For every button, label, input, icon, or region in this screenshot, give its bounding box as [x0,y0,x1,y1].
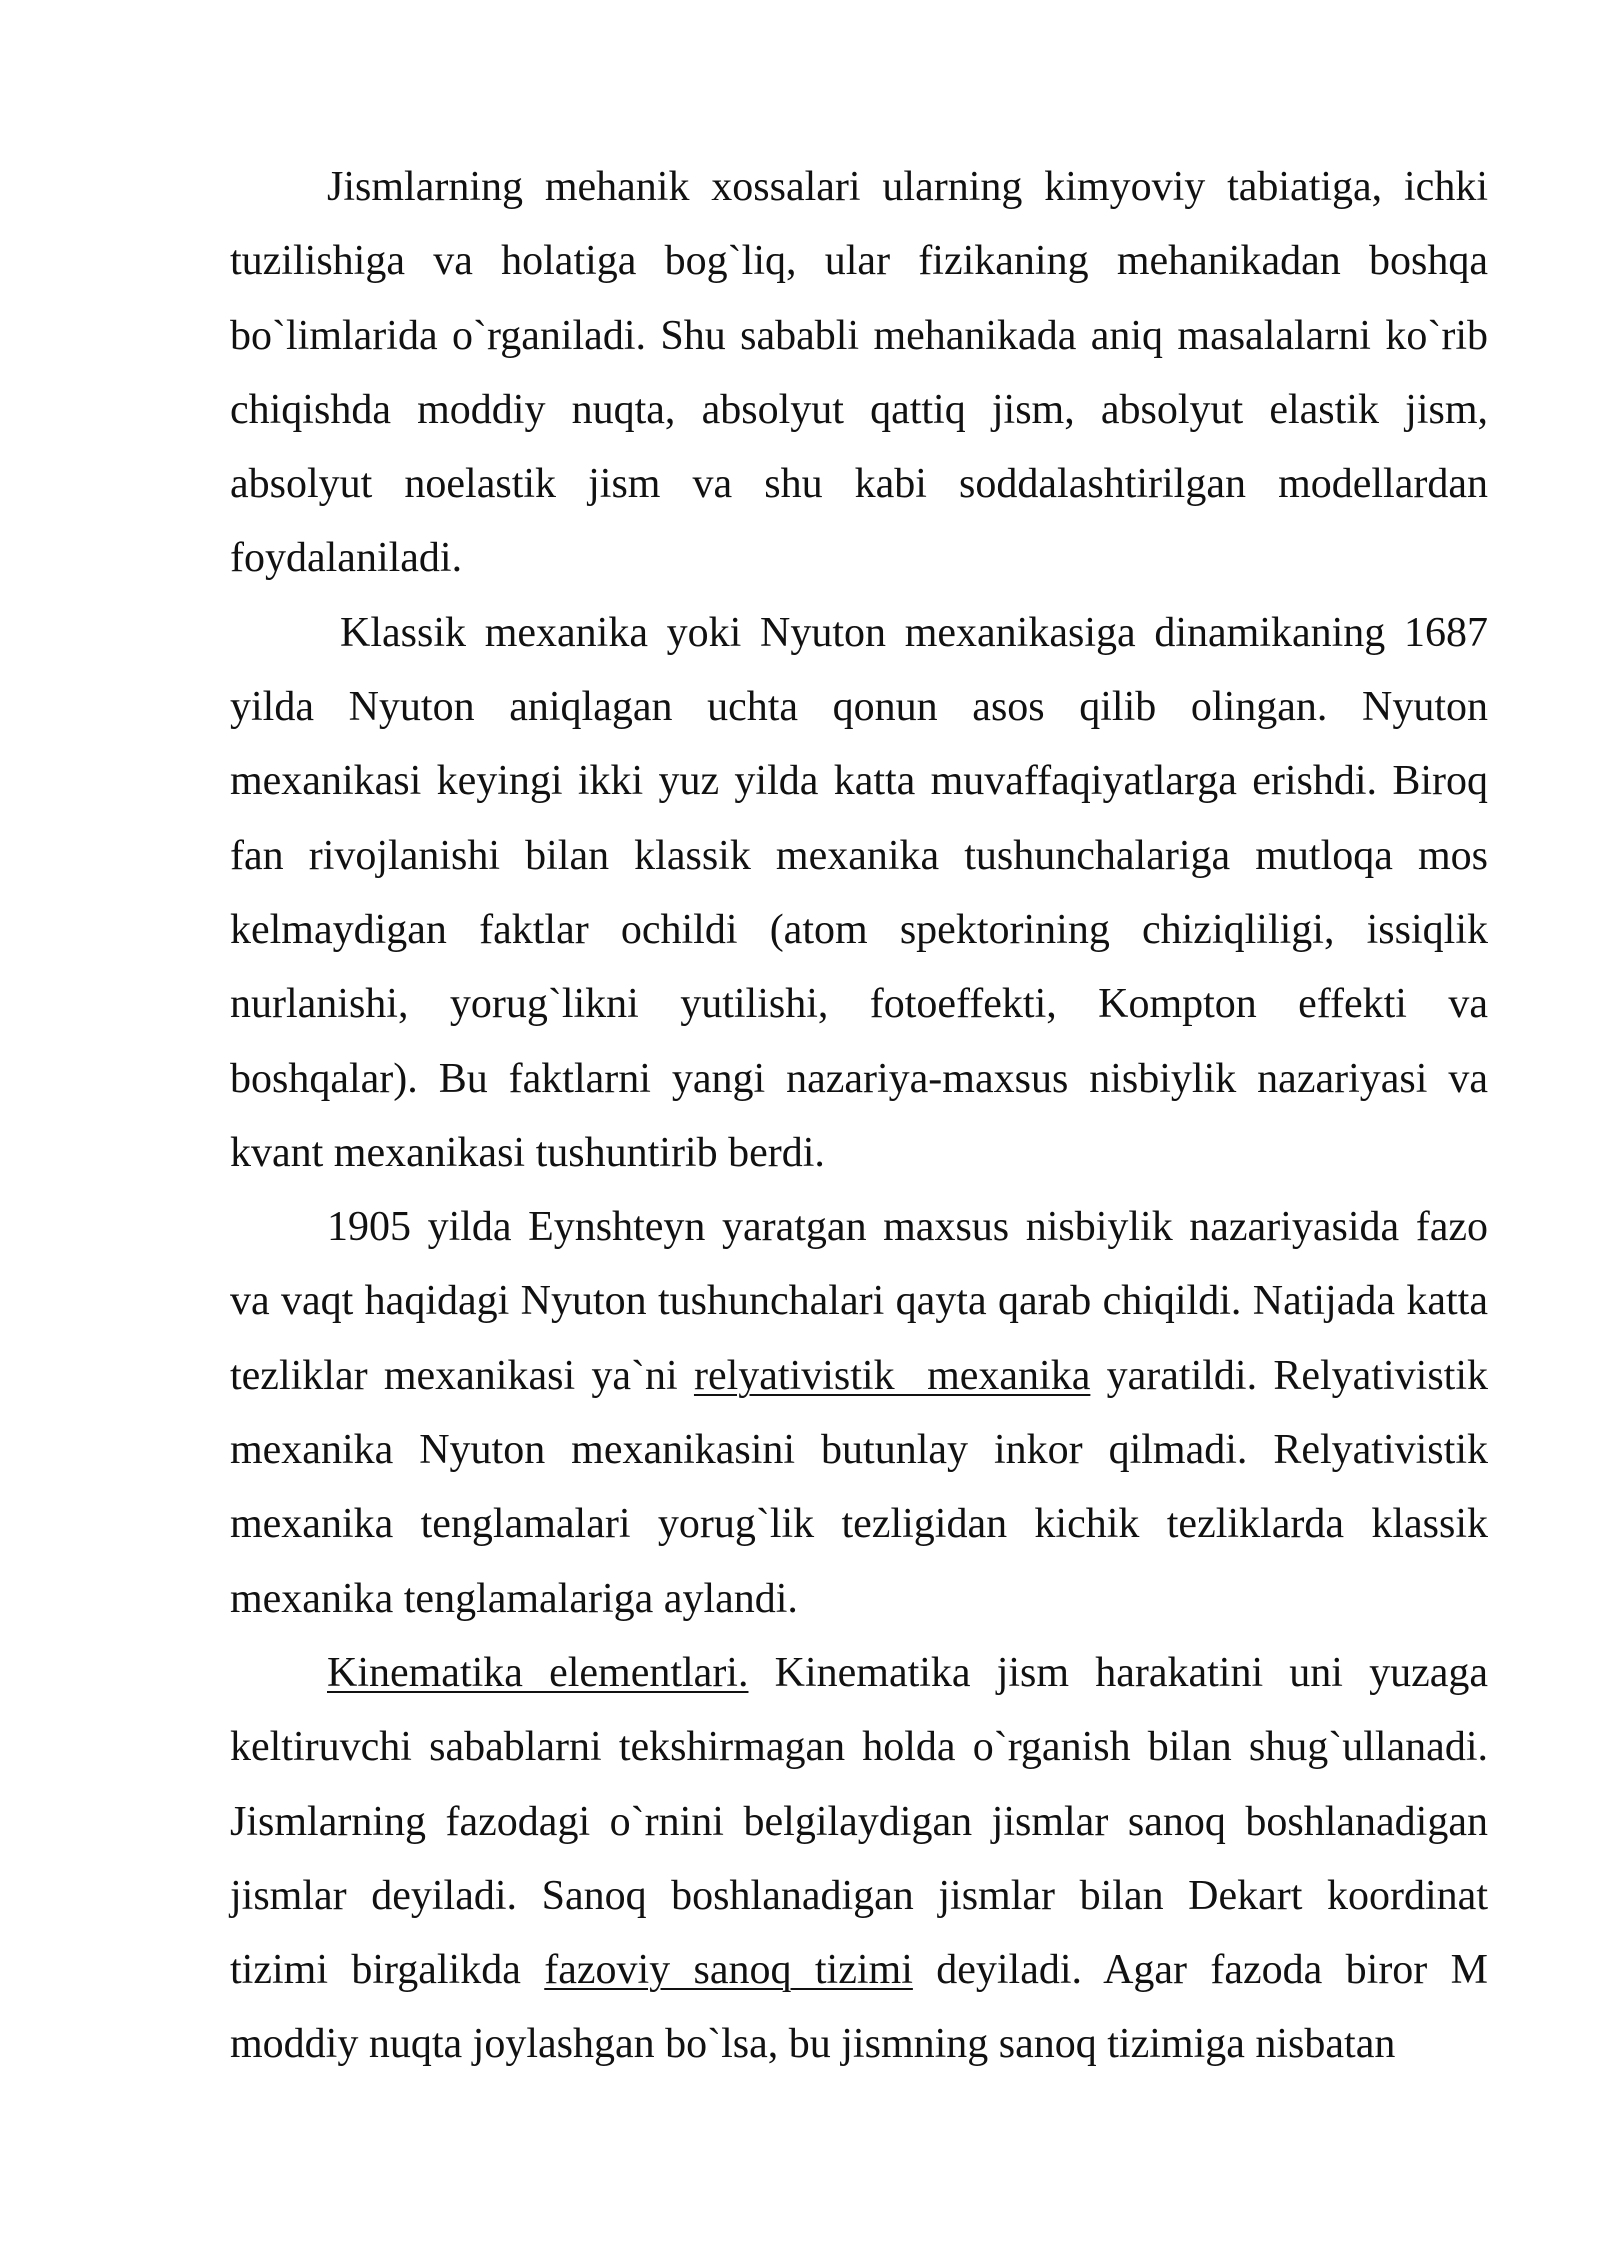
paragraph-text-after: yaratildi. Relyativistik mexanika Nyuton mexanikasini butunlay inkor qilmadi. Relyativistik mexanika tenglamalari yorug`lik tezligidan kichik tezliklarda klassik mexanika tenglamalariga aylandi. [230,1352,1488,1622]
paragraph-text: Jismlarning mehanik xossalari ularning kimyoviy tabiatiga, ichki tuzilishiga va holatiga bog`liq, ular fizikaning mehanikadan boshqa bo`limlarida o`rganiladi. Shu sababli mehanikada aniq masalalarni ko`rib chiqishda moddiy nuqta, absolyut qattiq jism, absolyut elastik jism, absolyut noelastik jism va shu kabi soddalashtirilgan modellardan foydalaniladi. [230,164,1488,582]
document-page [230,150,1488,2082]
paragraph-text: Klassik mexanika yoki Nyuton mexanikasiga dinamikaning 1687 yilda Nyuton aniqlagan uchta qonun asos qilib olingan. Nyuton mexanikasi keyingi ikki yuz yilda katta muvaffaqiyatlarga erishdi. Biroq fan rivojlanishi bilan klassik mexanika tushunchalariga mutloqa mos kelmaydigan faktlar ochildi (atom spektorining chiziqliligi, issiqlik nurlanishi, yorug`likni yutilishi, fotoeffekti, Kompton effekti va boshqalar). Bu faktlarni yangi nazariya-maxsus nisbiylik nazariyasi va kvant mexanikasi tushuntirib berdi. [230,609,1488,1176]
paragraph-text-before: Kinematika jism harakatini uni yuzaga keltiruvchi sabablarni tekshirmagan holda o`rganish bilan shug`ullanadi. Jismlarning fazodagi o`rnini belgilaydigan jismlar sanoq boshlanadigan jismlar deyiladi. Sanoq boshlanadigan jismlar bilan Dekart koordinat tizimi birgalikda [230,1649,1488,1994]
paragraph-classical-mechanics [230,596,1488,1190]
paragraph-text-before: 1905 yilda Eynshteyn yaratgan maxsus nisbiylik nazariyasida fazo va vaqt haqidagi Nyuton tushunchalari qayta qarab chiqildi. Natijada katta tezliklar mexanikasi ya`ni [230,1204,1488,1399]
underlined-term-reference-frame: fazoviy sanoq tizimi [544,1947,913,1994]
section-heading-kinematics: Kinematika elementlari. [327,1649,749,1696]
paragraph-mechanical-properties [230,150,1488,596]
paragraph-kinematics [230,1636,1488,2082]
paragraph-text-after: deyiladi. Agar fazoda biror M moddiy nuqta joylashgan bo`lsa, bu jismning sanoq tizimiga nisbatan [230,1947,1488,2068]
underlined-term-relativistic-mechanics: relyativistik mexanika [693,1352,1091,1399]
paragraph-relativistic-mechanics [230,1190,1488,1636]
